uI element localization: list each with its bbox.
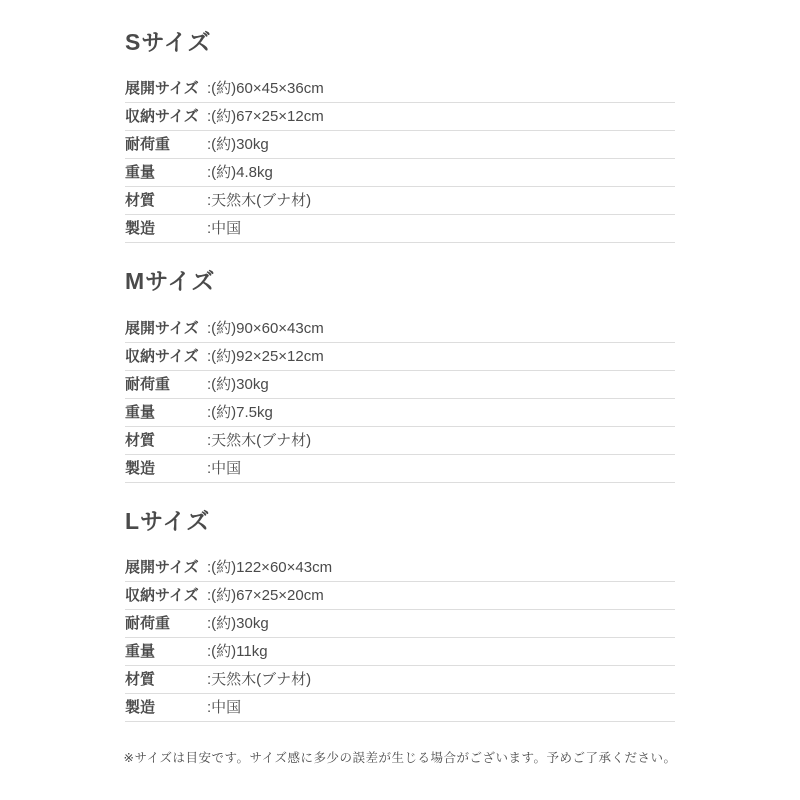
section-size-m bbox=[125, 269, 675, 482]
spec-label: 収納サイズ bbox=[125, 586, 199, 604]
section-size-l bbox=[125, 509, 675, 722]
section-title: Mサイズ bbox=[125, 268, 216, 295]
spec-value: :(約)92×25×12cm bbox=[207, 347, 324, 365]
spec-value: :(約)4.8kg bbox=[207, 164, 273, 182]
spec-row-unfolded-size bbox=[125, 315, 675, 343]
spec-value: :(約)11kg bbox=[207, 642, 268, 660]
spec-label: 製造 bbox=[125, 459, 156, 477]
spec-row-origin bbox=[125, 694, 675, 722]
spec-value: :(約)90×60×43cm bbox=[207, 319, 324, 337]
spec-label: 製造 bbox=[125, 220, 156, 238]
spec-row-load-capacity bbox=[125, 131, 675, 159]
section-title: Sサイズ bbox=[125, 29, 212, 55]
spec-row-load-capacity bbox=[125, 371, 675, 399]
spec-value: :(約)67×25×20cm bbox=[207, 586, 324, 604]
spec-label: 耐荷重 bbox=[125, 375, 171, 393]
spec-label: 重量 bbox=[125, 403, 156, 421]
spec-value: :天然木(ブナ材) bbox=[207, 192, 312, 210]
spec-label: 重量 bbox=[125, 642, 156, 660]
section-title: Lサイズ bbox=[125, 507, 211, 534]
spec-label: 製造 bbox=[125, 698, 156, 716]
spec-value: :中国 bbox=[207, 698, 242, 716]
size-note: ※サイズは目安です。サイズ感に多少の誤差が生じる場合がございます。予めご了承ください。 bbox=[123, 750, 677, 765]
spec-label: 耐荷重 bbox=[125, 136, 171, 154]
spec-value: :(約)7.5kg bbox=[207, 403, 273, 421]
spec-table bbox=[125, 554, 675, 722]
spec-row-weight bbox=[125, 159, 675, 187]
spec-label: 展開サイズ bbox=[125, 558, 199, 576]
spec-row-material bbox=[125, 427, 675, 455]
spec-row-material bbox=[125, 187, 675, 215]
spec-value: :天然木(ブナ材) bbox=[207, 431, 312, 449]
spec-row-weight bbox=[125, 638, 675, 666]
spec-row-unfolded-size bbox=[125, 554, 675, 582]
spec-table bbox=[125, 75, 675, 243]
spec-row-origin bbox=[125, 215, 675, 243]
spec-sheet bbox=[125, 0, 675, 766]
spec-label: 耐荷重 bbox=[125, 614, 171, 632]
spec-value: :(約)67×25×12cm bbox=[207, 108, 324, 126]
section-size-s bbox=[125, 30, 675, 243]
spec-row-load-capacity bbox=[125, 610, 675, 638]
spec-label: 材質 bbox=[125, 192, 156, 210]
spec-table bbox=[125, 315, 675, 483]
spec-value: :(約)30kg bbox=[207, 375, 269, 393]
spec-row-material bbox=[125, 666, 675, 694]
spec-row-stored-size bbox=[125, 103, 675, 131]
spec-label: 展開サイズ bbox=[125, 319, 199, 337]
spec-value: :中国 bbox=[207, 220, 242, 238]
spec-value: :中国 bbox=[207, 459, 242, 477]
spec-row-stored-size bbox=[125, 582, 675, 610]
spec-value: :(約)122×60×43cm bbox=[207, 558, 333, 576]
spec-value: :(約)30kg bbox=[207, 614, 269, 632]
spec-label: 重量 bbox=[125, 164, 156, 182]
spec-label: 材質 bbox=[125, 670, 156, 688]
spec-row-unfolded-size bbox=[125, 75, 675, 103]
spec-row-weight bbox=[125, 399, 675, 427]
spec-row-origin bbox=[125, 455, 675, 483]
spec-label: 展開サイズ bbox=[125, 80, 199, 98]
spec-row-stored-size bbox=[125, 343, 675, 371]
spec-value: :(約)30kg bbox=[207, 136, 269, 154]
spec-label: 収納サイズ bbox=[125, 108, 199, 126]
spec-value: :(約)60×45×36cm bbox=[207, 80, 324, 98]
spec-label: 材質 bbox=[125, 431, 156, 449]
spec-label: 収納サイズ bbox=[125, 347, 199, 365]
spec-value: :天然木(ブナ材) bbox=[207, 670, 312, 688]
